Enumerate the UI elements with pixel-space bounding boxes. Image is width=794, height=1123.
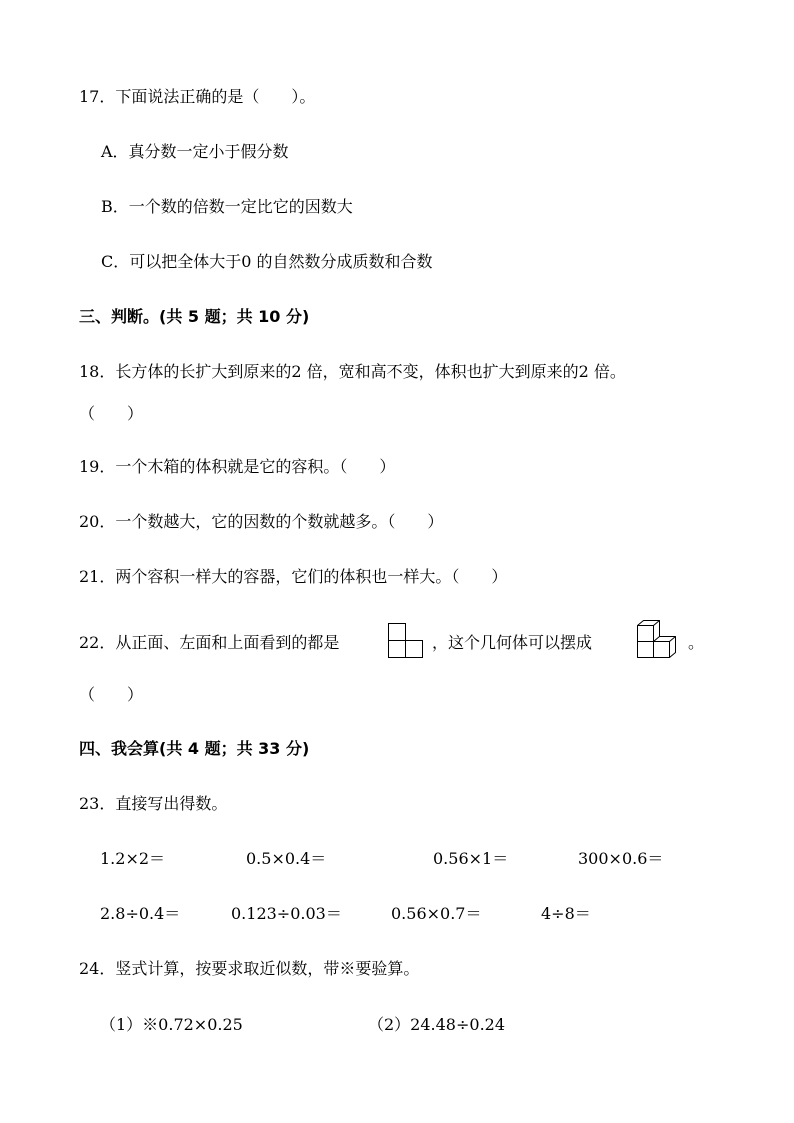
question-22-part-3: 。 [688, 633, 705, 652]
three-square-l-view-icon [385, 620, 425, 662]
question-17-stem: 17．下面说法正确的是（ ）。 [79, 87, 316, 106]
calc-item: 0.56×1＝ [433, 849, 509, 868]
section-3-heading: 三、判断。(共 5 题；共 10 分) [79, 307, 310, 326]
vertical-calc-item-1: （1）※0.72×0.25 [100, 1015, 243, 1034]
calc-item: 0.5×0.4＝ [246, 849, 327, 868]
calc-item: 0.123÷0.03＝ [231, 904, 342, 923]
section-4-heading: 四、我会算(共 4 题；共 33 分) [79, 739, 310, 758]
question-20-text: 20．一个数越大，它的因数的个数就越多。（ ） [79, 512, 444, 531]
question-17-option-a: A．真分数一定小于假分数 [101, 142, 289, 161]
question-23-text: 23．直接写出得数。 [79, 794, 228, 813]
vertical-calc-item-2: （2）24.48÷0.24 [368, 1015, 506, 1034]
calc-item: 300×0.6＝ [578, 849, 664, 868]
calc-item: 0.56×0.7＝ [391, 904, 482, 923]
question-22-answer-blank: （ ） [79, 685, 144, 704]
question-17-option-b: B．一个数的倍数一定比它的因数大 [101, 197, 353, 216]
question-22-part-1: 22．从正面、左面和上面看到的都是 [79, 633, 340, 652]
calc-item: 4÷8＝ [541, 904, 591, 923]
question-18-text: 18．长方体的长扩大到原来的2 倍，宽和高不变，体积也扩大到原来的2 倍。 [79, 362, 626, 381]
calc-item: 1.2×2＝ [100, 849, 166, 868]
question-19-text: 19．一个木箱的体积就是它的容积。（ ） [79, 457, 396, 476]
question-24-text: 24．竖式计算，按要求取近似数，带※要验算。 [79, 959, 420, 978]
question-22-part-2: ，这个几何体可以摆成 [432, 633, 593, 652]
question-18-answer-blank: （ ） [79, 404, 144, 423]
calc-item: 2.8÷0.4＝ [100, 904, 181, 923]
question-21-text: 21．两个容积一样大的容器，它们的体积也一样大。（ ） [79, 567, 508, 586]
question-17-option-c: C．可以把全体大于0 的自然数分成质数和合数 [101, 252, 433, 271]
cube-stack-icon [633, 617, 679, 663]
